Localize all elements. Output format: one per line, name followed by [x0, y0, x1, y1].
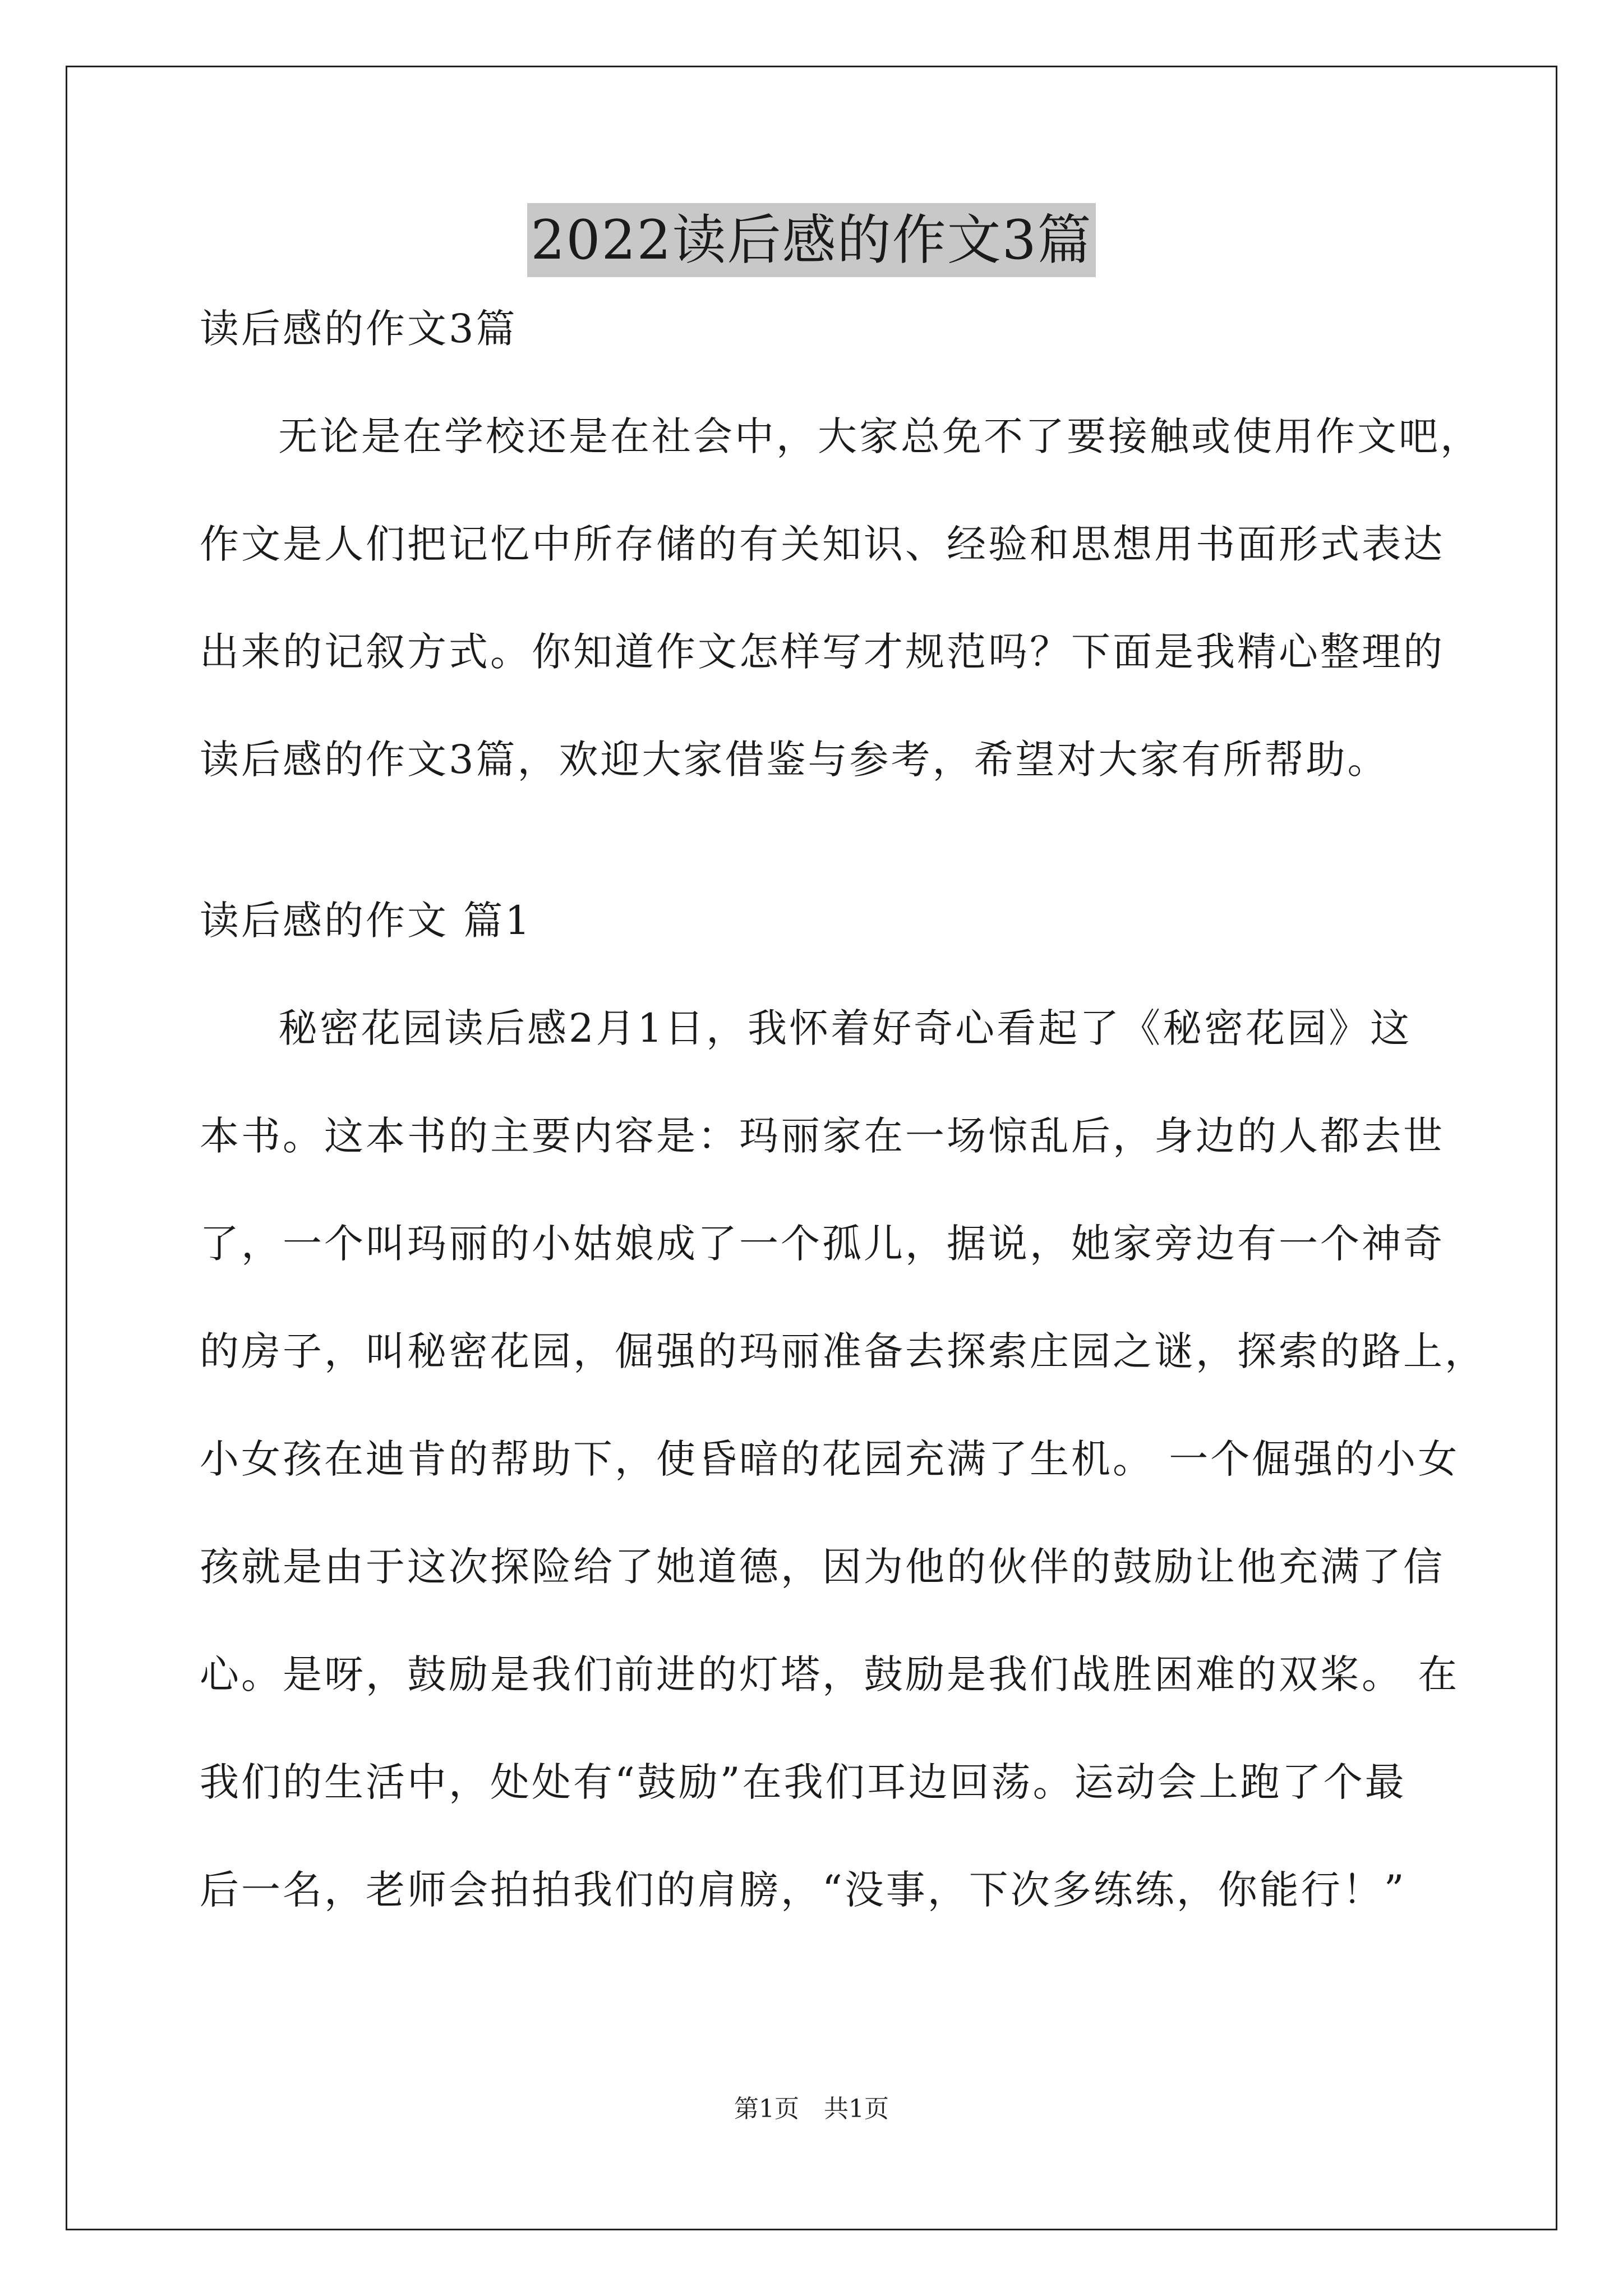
- document-title: 2022读后感的作文3篇: [527, 203, 1095, 277]
- title-container: [0, 203, 1623, 277]
- section1-heading: 读后感的作文 篇1: [200, 898, 532, 944]
- section1-line: 孩就是由于这次探险给了她道德，因为他的伙伴的鼓励让他充满了信: [200, 1544, 1445, 1590]
- section1-line: 小女孩在迪肯的帮助下，使昏暗的花园充满了生机。 一个倔强的小女: [200, 1436, 1460, 1482]
- page-footer: 第1页 共1页: [734, 2095, 889, 2123]
- intro-heading: 读后感的作文3篇: [200, 306, 518, 352]
- section1-line: 心。是呀，鼓励是我们前进的灯塔，鼓励是我们战胜困难的双桨。 在: [200, 1651, 1460, 1697]
- document-body: [200, 302, 1486, 1917]
- section1-line: 秘密花园读后感2月1日，我怀着好奇心看起了《秘密花园》这: [278, 1005, 1412, 1051]
- section1-line: 了，一个叫玛丽的小姑娘成了一个孤儿，据说，她家旁边有一个神奇: [200, 1221, 1445, 1267]
- intro-line: 出来的记叙方式。你知道作文怎样写才规范吗？下面是我精心整理的: [200, 629, 1445, 675]
- intro-line: 作文是人们把记忆中所存储的有关知识、经验和思想用书面形式表达: [200, 521, 1445, 567]
- section1-line: 的房子，叫秘密花园，倔强的玛丽准备去探索庄园之谜，探索的路上，: [200, 1328, 1486, 1374]
- intro-line: 无论是在学校还是在社会中，大家总免不了要接触或使用作文吧，: [278, 413, 1482, 459]
- section1-line: 我们的生活中，处处有“鼓励”在我们耳边回荡。运动会上跑了个最: [200, 1759, 1407, 1805]
- intro-line: 读后感的作文3篇，欢迎大家借鉴与参考，希望对大家有所帮助。: [200, 737, 1389, 783]
- section1-line: 后一名，老师会拍拍我们的肩膀，“没事，下次多练练，你能行！”: [200, 1867, 1407, 1913]
- section1-line: 本书。这本书的主要内容是：玛丽家在一场惊乱后，身边的人都去世: [200, 1113, 1445, 1159]
